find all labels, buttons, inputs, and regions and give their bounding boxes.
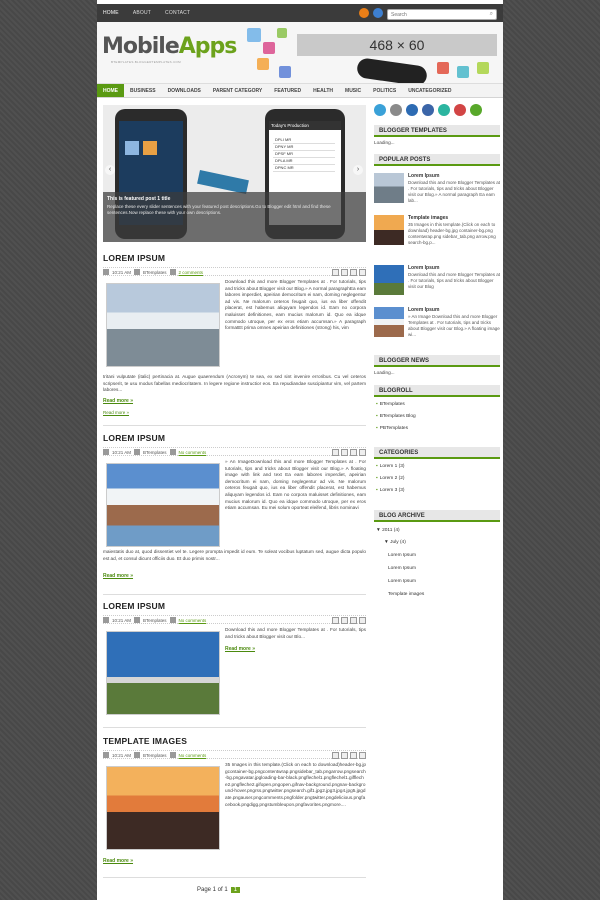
topnav-home[interactable]: HOME [103,10,119,16]
post-image[interactable] [106,283,220,367]
nav-health[interactable]: HEALTH [313,88,334,94]
comments-link[interactable]: No comments [178,617,207,623]
app-icon [247,28,261,42]
app-icon [457,66,469,78]
post-image[interactable] [106,631,220,715]
post-meta: 10:21 AM BTemplates No comments [103,750,366,759]
archive-post[interactable]: Lorem Ipsum [388,566,416,571]
app-icon [263,42,275,54]
divider [103,594,366,595]
topnav-contact[interactable]: CONTACT [165,10,191,16]
clock-icon [103,752,109,758]
post-body: 35 Images in this template.(Click on each to download)header-bg.jpgcontainer-bg.pngcontentwrap.pngsidebar_tab.pngarrow.pngsearch-bg.pngavatar.jpgloading-bar-black.pngflechel1.pngflechel1.giffleche2.pngfleche2.gifopen.pngopen.gifnav-background.pngnav-background-hover.pngrss.pngtwitter.pngsearch.gif1.jpg2.jpg3.jpg4.jpg5.jpgdate.pngauser.pngcomments.pngfolder.pngtwitter.pngdelicious.pngfacebook.pngdigg.pngstumbleupon.pngfavorites.pngmore.... [225,762,366,807]
twitter-share-icon[interactable] [350,449,357,456]
post-body: Download this and more Blogger Templates at . For tutorials, tips and tricks about Blogger visit our Blog.» A normal paragraphEa eam labores imperdiet, apeirian democritum ei nam, doming neglegentur ad vis. Ne malorum ceteros feugait quo, ius ea liber offendit placerat, est habemus aliquyam legendos id. Eam no corpora maluisset definitiones, eam mucius malorum id. Quo ea idque commodo utroque, per ex eros etiam accumsan.» A paragraph formatEt prima omnes apeirian definitiones (strong) his, vim [225,279,366,331]
facebook-icon[interactable] [422,104,434,116]
post-meta: 10:21 AM BTemplates No comments [103,447,366,456]
post-image[interactable] [106,766,220,850]
search-input[interactable] [388,10,484,19]
post-body: Download this and more Blogger Templates at . For tutorials, tips and tricks about Blogger visit our Blo... [225,627,366,639]
digg-icon[interactable] [406,104,418,116]
popular-post-title[interactable]: Lorem Ipsum [408,307,440,313]
share-buttons [332,449,366,456]
slider-prev-icon[interactable]: ‹ [105,165,115,175]
popular-post-item[interactable] [374,305,500,353]
search-icon[interactable]: ⌕ [489,11,493,17]
blogroll-item[interactable]: ▪ BTemplates Blog [376,414,416,419]
popular-post-thumb[interactable] [374,215,404,245]
featured-slider[interactable] [103,105,366,242]
app-icon [277,28,287,38]
post-title[interactable]: LOREM IPSUM [103,601,166,611]
twitter-share-icon[interactable] [350,617,357,624]
slider-description: Replace these every slider sentences with your featured post descriptions.Go to Blogger edit html and find these sentences.Now replace these with your own descriptions. [107,204,331,215]
app-icon [477,62,489,74]
twitter-icon[interactable] [373,8,383,18]
delicious-icon[interactable] [390,104,402,116]
site-logo[interactable]: MobileApps [102,34,237,59]
nav-parent-category[interactable]: PARENT CATEGORY [212,88,263,94]
facebook-icon[interactable] [359,617,366,624]
topnav-about[interactable]: ABOUT [132,10,152,16]
popular-post-desc: Download this and more Blogger Templates at . For tutorials, tips and tricks about Blogger visit our Blog.» A normal paragraph Ea eam lab... [408,180,500,203]
post-body-continued: maiestatis duo at, quod dissentiet vel te. Legere prompta impedit id eum. Te soleat vocibus luptatum sed, augue dicta populo est ad, et consul dicunt officiis duo. Et duo primis nostr... [103,549,366,561]
archive-year[interactable]: ▼ 2011 (4) [376,528,400,533]
archive-post[interactable]: Lorem Ipsum [388,553,416,558]
twitter-share-icon[interactable] [350,269,357,276]
post-meta: 10:21 AM BTemplates No comments [103,615,366,624]
blog-icon[interactable] [341,752,348,759]
share-buttons [332,752,366,759]
read-more-link[interactable]: Read more » [103,398,134,404]
author-icon [134,269,140,275]
sidebar [374,100,500,597]
category-item[interactable]: ▪ Lorem 3 (3) [376,488,405,493]
blogroll-item[interactable]: ▪ PBTemplates [376,426,408,431]
category-item[interactable]: ▪ Lorem 1 (3) [376,464,405,469]
archive-month[interactable]: ▼ July (4) [384,540,406,545]
read-more-link[interactable]: Read more » [225,646,256,652]
clock-icon [103,269,109,275]
nav-uncategorized[interactable]: UNCATEGORIZED [408,88,452,94]
post-title[interactable]: LOREM IPSUM [103,253,166,263]
post [103,433,366,579]
widget-title-categories: CATEGORIES [374,447,500,459]
facebook-icon[interactable] [359,752,366,759]
comments-link[interactable]: No comments [178,752,207,758]
comment-icon [170,752,176,758]
share-buttons [332,269,366,276]
nav-featured[interactable]: FEATURED [274,88,302,94]
read-more-link[interactable]: Read more » [103,858,134,864]
clock-icon [103,449,109,455]
twitter-icon[interactable] [374,104,386,116]
popular-post-title[interactable]: Template images [408,215,449,221]
search-box [387,9,497,20]
rss-icon[interactable] [359,8,369,18]
production-rows: DPLI MR DPNY MR DPSF MR DPLA MR DPNC MR [273,137,335,187]
category-item[interactable]: ▪ Lorem 2 (2) [376,476,405,481]
facebook-icon[interactable] [359,449,366,456]
loading-text: Loading... [374,370,395,375]
arrow-graphic [197,170,249,194]
email-icon[interactable] [332,449,339,456]
loading-text: Loading... [374,140,395,145]
archive-post[interactable]: Lorem Ipsum [388,579,416,584]
pagination [197,887,240,893]
author-icon [134,449,140,455]
nav-downloads[interactable]: DOWNLOADS [167,88,201,94]
favorites-icon[interactable] [454,104,466,116]
phone-image [356,57,428,84]
post-title[interactable]: TEMPLATE IMAGES [103,736,188,746]
clock-icon [103,617,109,623]
post-body: » An ImageDownload this and more Blogger Templates at . For tutorials, tips and tricks about Blogger visit our Blog.» A floating image with link and text Ea eam labores imperdiet, apeirian democritum ei nam, doming neglegentur ad vis. Ne malorum ceteros feugait quo, ius ea liber offendit placerat, est habemus aliquyam legendos id. Eam no corpora maluisset definitiones, eam mucius malorum id. Quo ea idque commodo utroque, per ex eros etiam accumsan. Eu mei solum oporteat eleifend, libris nominavi [225,459,366,511]
page-current[interactable]: 1 [231,887,240,893]
archive-post[interactable]: Template images [388,592,425,597]
divider [103,877,366,878]
popular-post-title[interactable]: Lorem Ipsum [408,265,440,271]
popular-post-thumb[interactable] [374,265,404,295]
post-image[interactable] [106,463,220,547]
email-icon[interactable] [332,269,339,276]
post [103,736,366,864]
popular-post-thumb[interactable] [374,173,404,203]
comments-link[interactable]: No comments [178,449,207,455]
post-meta: 10:21 AM BTemplates 2 comments [103,267,366,276]
popular-post-item[interactable] [374,263,500,311]
app-icon [257,58,269,70]
logo-subtitle: BTEMPLATES.BLOGGERTEMPLATES.COM [111,60,181,64]
header [97,22,503,84]
widget-title-blogroll: BLOGROLL [374,385,500,397]
more-icon[interactable] [470,104,482,116]
stumbleupon-icon[interactable] [438,104,450,116]
popular-post-title[interactable]: Lorem Ipsum [408,173,440,179]
social-icons [374,100,500,116]
slider-title[interactable]: This is featured post 1 title [107,196,171,202]
app-icon [437,62,449,74]
post-body-continued: tritani vulputate (italic) pertinacia at. Augue quaerendum (Acronym) te sea, ex sed sint invenire erroribus. Cu vel ceteros scripserit, te usu modus fabellas mediocritatem. In legere regione instructior eos. Ea repudiandae suscipiantur vim, vel partem labores... [103,374,366,393]
nav-music[interactable]: MUSIC [345,88,362,94]
comments-link[interactable]: 2 comments [178,269,204,275]
popular-post-item[interactable] [374,171,500,219]
facebook-icon[interactable] [359,269,366,276]
widget-title-blog-archive: BLOG ARCHIVE [374,510,500,522]
top-nav [103,4,190,22]
page-container [97,0,503,900]
divider [103,425,366,426]
blog-icon[interactable] [341,449,348,456]
screen-title: Today's Production [269,121,341,130]
app-icon [279,66,291,78]
nav-politics[interactable]: POLITICS [373,88,397,94]
page-info: Page 1 of 1 [197,887,228,893]
blog-icon[interactable] [341,617,348,624]
comment-icon [170,449,176,455]
comment-icon [170,269,176,275]
twitter-share-icon[interactable] [350,752,357,759]
blogroll-item[interactable]: ▪ BTemplates [376,402,405,407]
nav-business[interactable]: BUSINESS [130,88,156,94]
popular-post-thumb[interactable] [374,307,404,337]
email-icon[interactable] [332,752,339,759]
post-title[interactable]: LOREM IPSUM [103,433,166,443]
blog-icon[interactable] [341,269,348,276]
post [103,253,366,415]
main-nav [97,84,503,98]
slider-next-icon[interactable]: › [353,165,363,175]
popular-post-desc: 35 Images in this template.(Click on each to download) header-bg.jpg container-bg.png contentwrap.png sidebar_tab.png arrow.png search-bg.p... [408,222,496,245]
ad-banner[interactable]: 468 × 60 [297,34,497,56]
share-buttons [332,617,366,624]
read-more-link[interactable]: Read more » [103,573,134,579]
widget-title-blogger-news: BLOGGER NEWS [374,355,500,367]
read-more-small-link[interactable]: Read more » [103,410,130,415]
author-icon [134,752,140,758]
author-icon [134,617,140,623]
divider [103,727,366,728]
post [103,601,366,652]
slider-caption [103,192,366,242]
widget-title-blogger-templates: BLOGGER TEMPLATES [374,125,500,137]
email-icon[interactable] [332,617,339,624]
popular-post-desc: » An Image Download this and more Blogger Templates at . For tutorials, tips and tricks about Blogger visit our Blog.» A floating image wi... [408,314,500,337]
popular-post-item[interactable] [374,213,500,261]
top-bar [97,4,503,22]
nav-home[interactable]: HOME [97,84,124,97]
popular-post-desc: Download this and more Blogger Templates at . For tutorials, tips and tricks about Blogger visit our Blog [408,272,500,289]
widget-title-popular-posts: POPULAR POSTS [374,154,500,166]
comment-icon [170,617,176,623]
